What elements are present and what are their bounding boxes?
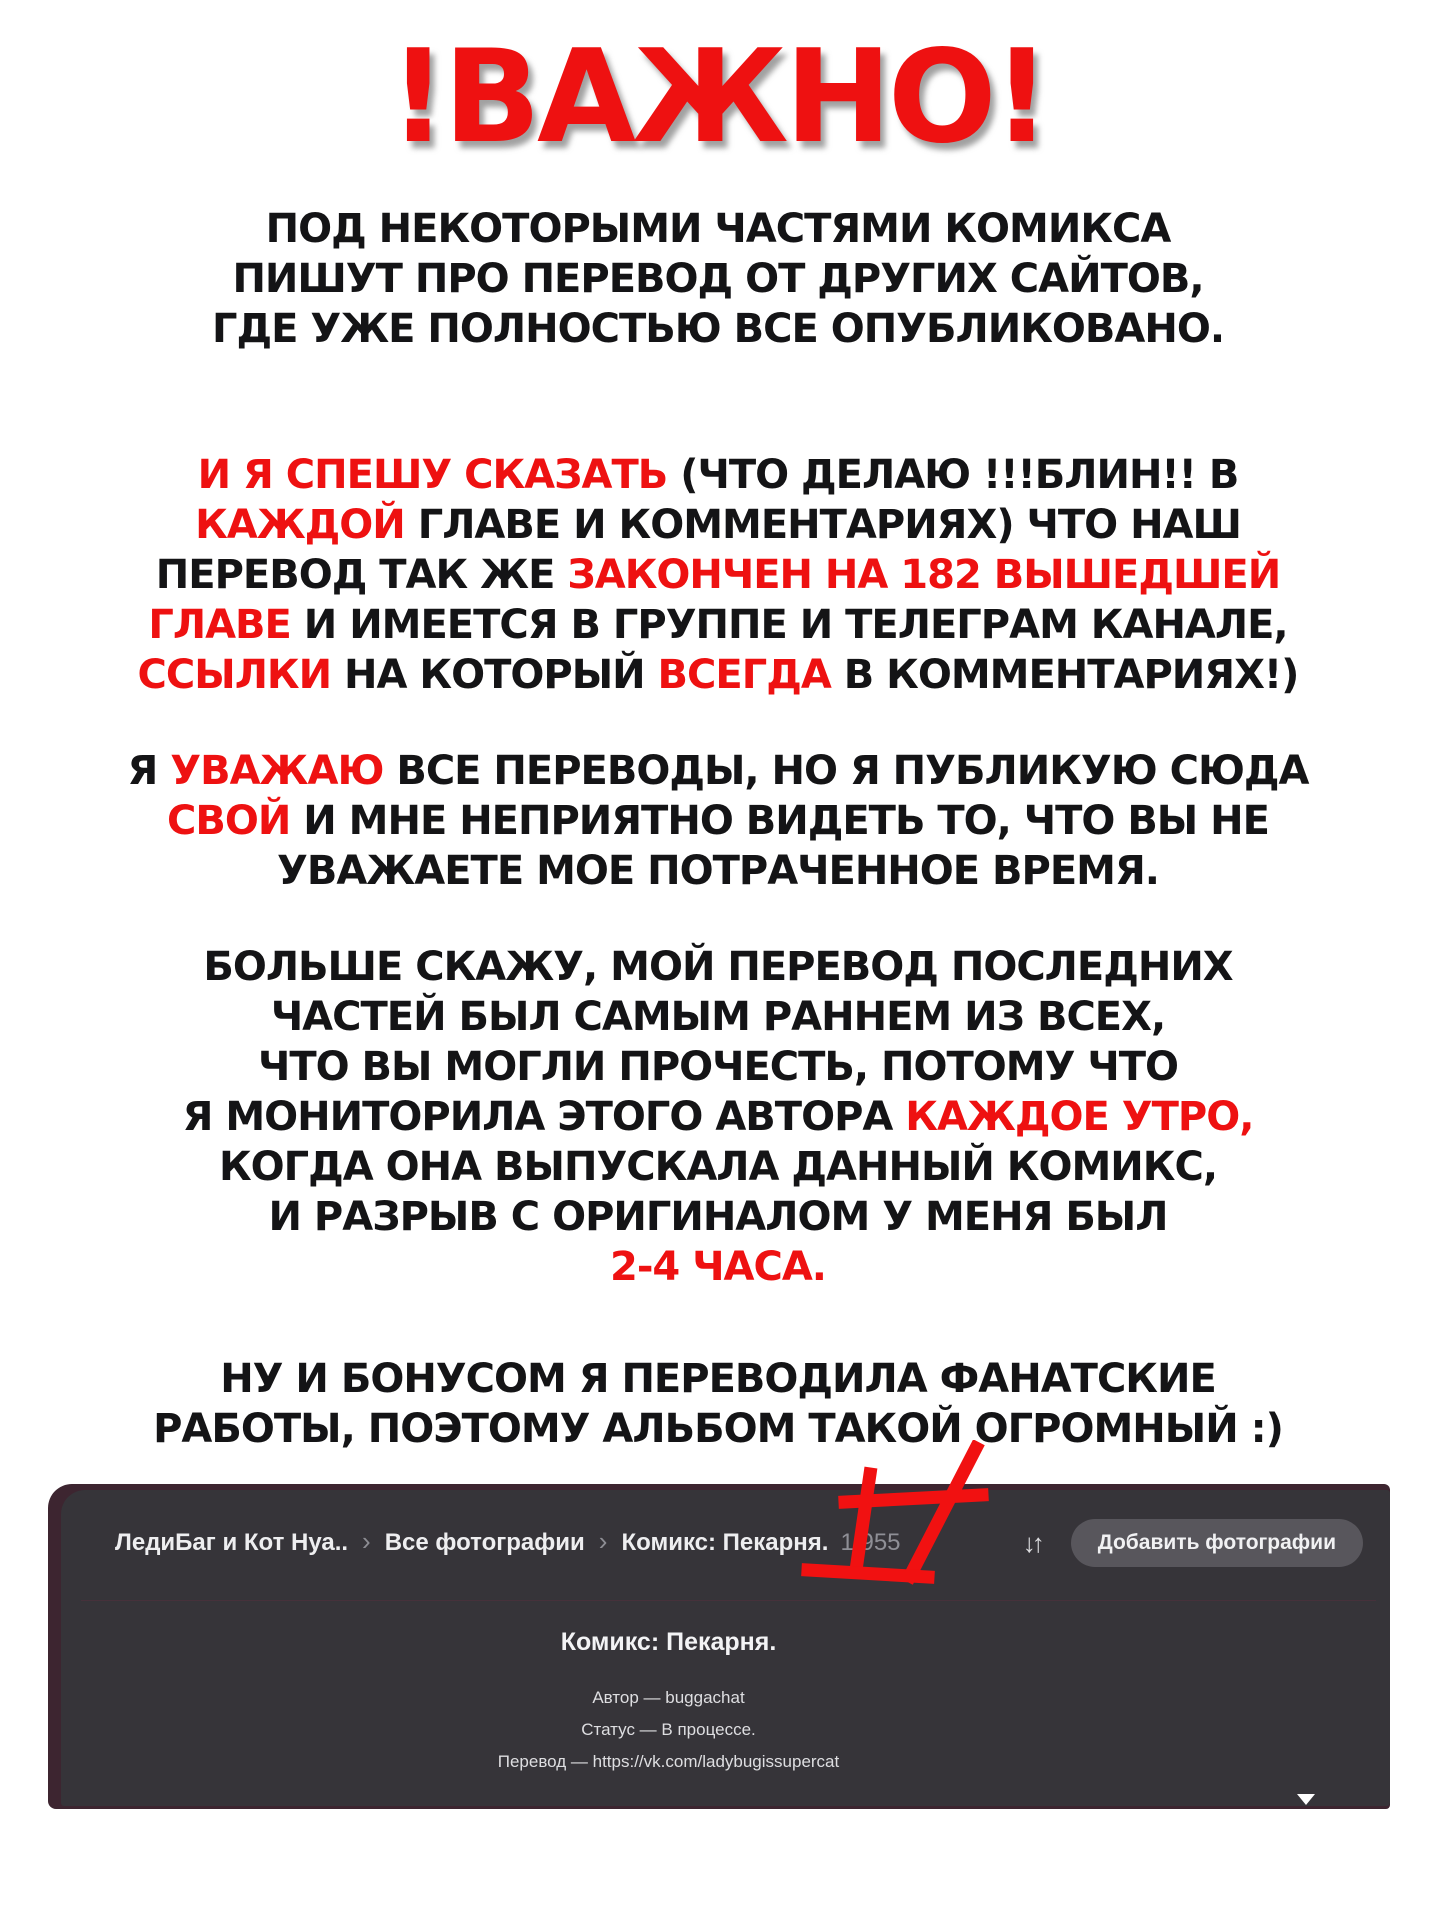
text-line: ПЕРЕВОД ТАК ЖЕ ЗАКОНЧЕН НА 182 ВЫШЕДШЕЙ	[155, 552, 1281, 598]
text-line: РАБОТЫ, ПОЭТОМУ АЛЬБОМ ТАКОЙ ОГРОМНЫЙ :)	[153, 1406, 1283, 1452]
text-line: ПИШУТ ПРО ПЕРЕВОД ОТ ДРУГИХ САЙТОВ,	[232, 256, 1204, 302]
breadcrumb-group[interactable]: ЛедиБаг и Кот Нуа..	[115, 1529, 349, 1556]
page-title: !ВАЖНО!	[389, 23, 1047, 172]
breadcrumb-all-photos[interactable]: Все фотографии	[384, 1529, 585, 1556]
sort-order-icon[interactable]: ↓↑	[1022, 1527, 1041, 1558]
album-author: Автор — buggachat	[592, 1688, 745, 1707]
text-line: БОЛЬШЕ СКАЖУ, МОЙ ПЕРЕВОД ПОСЛЕДНИХ	[203, 944, 1233, 990]
text-line: Я МОНИТОРИЛА ЭТОГО АВТОРА КАЖДОЕ УТРО,	[182, 1094, 1254, 1140]
text-line: КАЖДОЙ ГЛАВЕ И КОММЕНТАРИЯХ) ЧТО НАШ	[195, 502, 1241, 548]
vk-album-panel	[61, 1490, 1390, 1806]
chevron-right-icon: ›	[362, 1525, 371, 1556]
scroll-down-arrow	[1297, 1794, 1315, 1805]
text-line: ССЫЛКИ НА КОТОРЫЙ ВСЕГДА В КОММЕНТАРИЯХ!)	[137, 652, 1299, 698]
para-earliest	[0, 942, 1436, 1292]
album-description	[61, 1628, 1276, 1778]
breadcrumb-album[interactable]: Комикс: Пекарня.	[621, 1529, 829, 1556]
text-line: ЧТО ВЫ МОГЛИ ПРОЧЕСТЬ, ПОТОМУ ЧТО	[258, 1044, 1178, 1090]
album-translation-link[interactable]: Перевод — https://vk.com/ladybugissupercat	[497, 1752, 840, 1771]
para-respect	[0, 746, 1436, 896]
text-line: 2-4 ЧАСА.	[610, 1244, 826, 1290]
text-line: ПОД НЕКОТОРЫМИ ЧАСТЯМИ КОМИКСА	[265, 206, 1171, 252]
photo-count: 1 955	[840, 1529, 901, 1556]
text-line: НУ И БОНУСОМ Я ПЕРЕВОДИЛА ФАНАТСКИЕ	[220, 1356, 1216, 1402]
album-title: Комикс: Пекарня.	[560, 1628, 777, 1656]
chevron-right-icon: ›	[598, 1525, 608, 1556]
text-line: СВОЙ И МНЕ НЕПРИЯТНО ВИДЕТЬ ТО, ЧТО ВЫ НЕ	[167, 798, 1269, 844]
add-photos-button[interactable]: Добавить фотографии	[1071, 1519, 1363, 1567]
text-line: И Я СПЕШУ СКАЗАТЬ (ЧТО ДЕЛАЮ !!!БЛИН!! В	[197, 452, 1239, 498]
header-divider	[81, 1600, 1376, 1601]
vk-screenshot	[48, 1484, 1390, 1809]
text-line: ЧАСТЕЙ БЫЛ САМЫМ РАННЕМ ИЗ ВСЕХ,	[270, 994, 1166, 1040]
para-other-sites	[0, 204, 1436, 354]
text-line: УВАЖАЕТЕ МОЕ ПОТРАЧЕННОЕ ВРЕМЯ.	[277, 848, 1159, 894]
text-line: ГДЕ УЖЕ ПОЛНОСТЬЮ ВСЕ ОПУБЛИКОВАНО.	[211, 306, 1225, 352]
para-translation-finished	[0, 450, 1436, 700]
text-line: ГЛАВЕ И ИМЕЕТСЯ В ГРУППЕ И ТЕЛЕГРАМ КАНАЛЕ,	[148, 602, 1288, 648]
paragraphs	[0, 204, 1436, 1454]
text-line: КОГДА ОНА ВЫПУСКАЛА ДАННЫЙ КОМИКС,	[218, 1144, 1218, 1190]
album-status: Статус — В процессе.	[581, 1720, 756, 1739]
vk-header	[61, 1490, 1390, 1596]
text-line: Я УВАЖАЮ ВСЕ ПЕРЕВОДЫ, НО Я ПУБЛИКУЮ СЮДА	[127, 748, 1309, 794]
para-bonus	[0, 1354, 1436, 1454]
text-line: И РАЗРЫВ С ОРИГИНАЛОМ У МЕНЯ БЫЛ	[268, 1194, 1168, 1240]
